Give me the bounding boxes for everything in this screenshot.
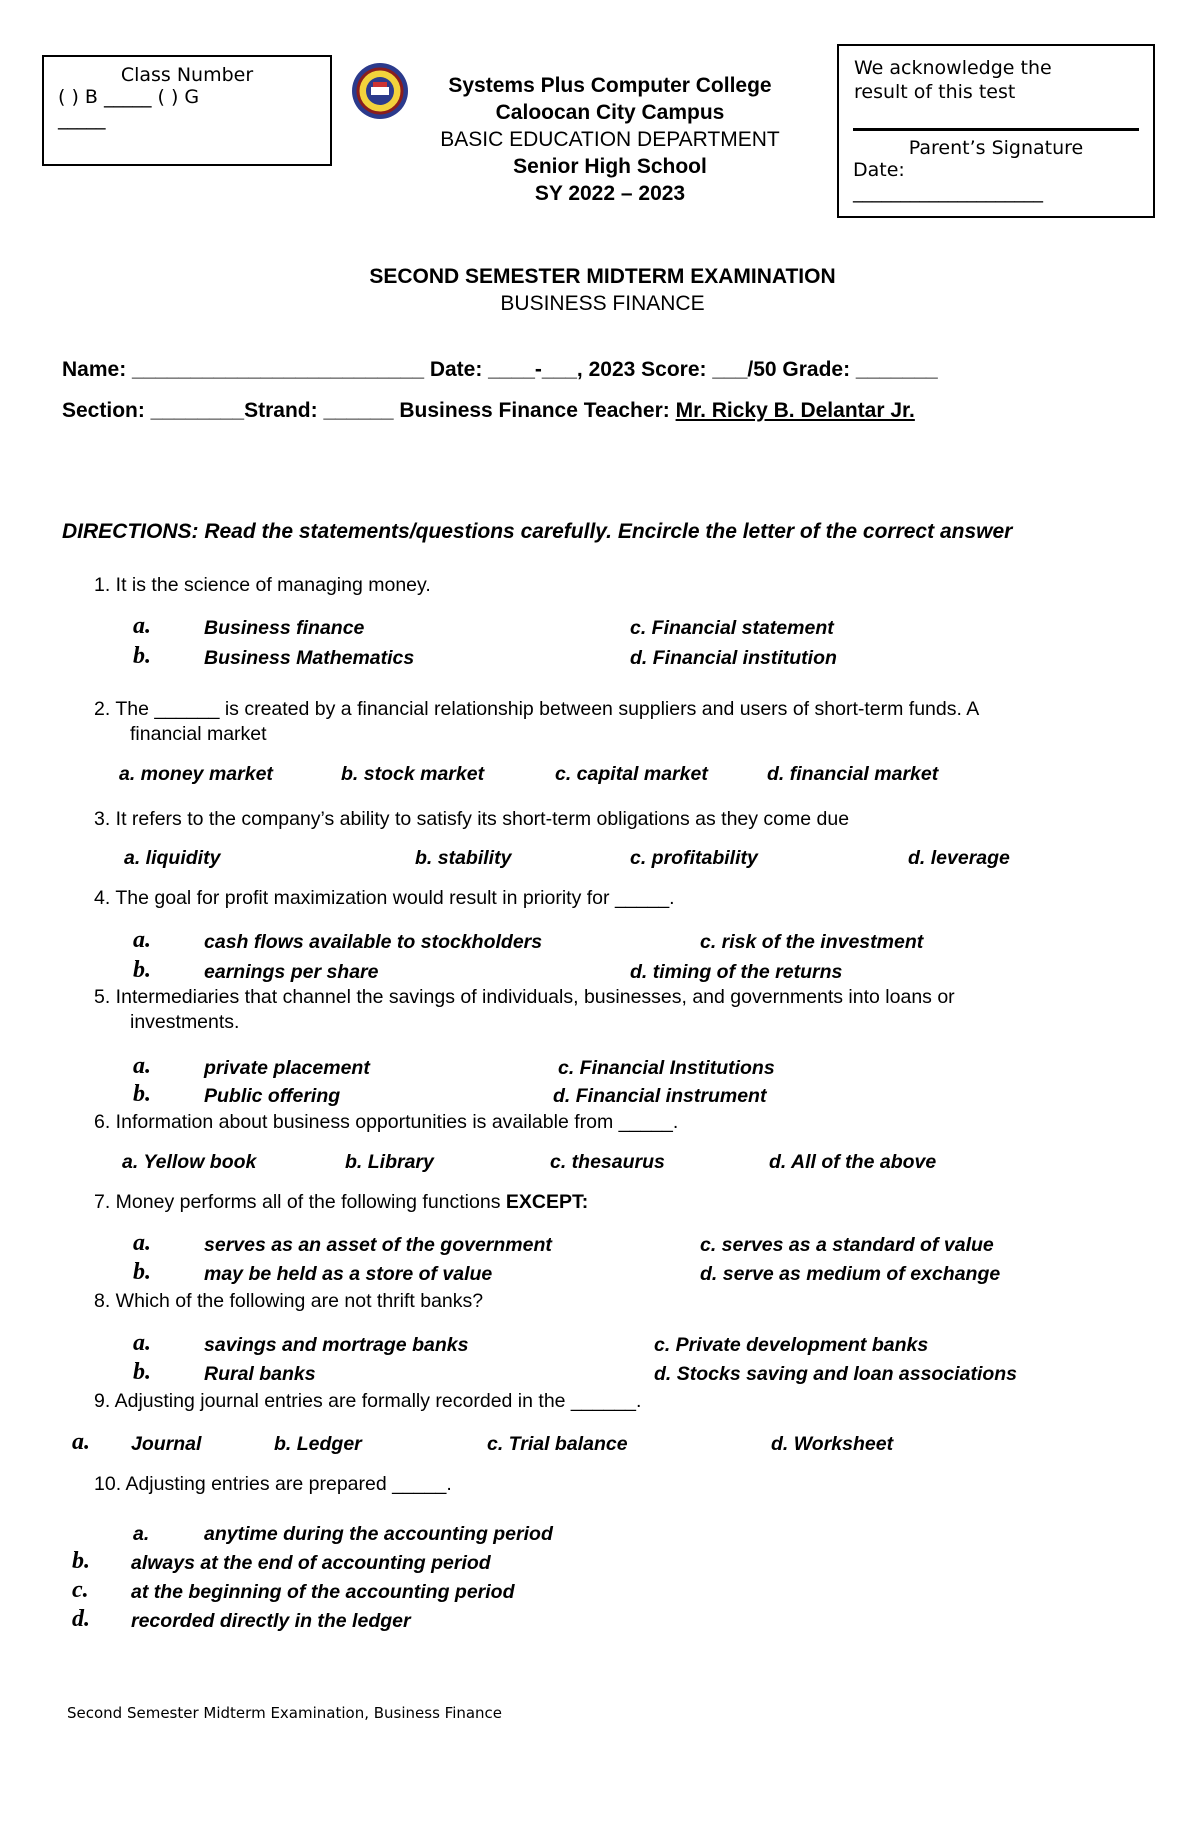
option-text: c. Financial statement: [630, 617, 834, 639]
option-text: a. liquidity: [124, 847, 221, 869]
option-text: Public offering: [204, 1085, 341, 1107]
option-text: Business finance: [204, 617, 365, 639]
teacher-name: Mr. Ricky B. Delantar Jr.: [675, 399, 915, 422]
option-text: d. leverage: [908, 847, 1010, 869]
signature-line: [853, 128, 1139, 131]
option-text: Business Mathematics: [204, 647, 415, 669]
class-number-line: ( ) B _____ ( ) G: [58, 86, 200, 108]
option-text: may be held as a store of value: [204, 1263, 493, 1285]
question-7: [94, 1189, 588, 1215]
option-letter: a.: [133, 613, 151, 639]
option-text: at the beginning of the accounting period: [131, 1581, 515, 1603]
name-date-score-row: Name: _________________________ Date: ____-___, 2023 Score: ___/50 Grade: _______: [62, 358, 938, 381]
option-text: c. thesaurus: [550, 1151, 665, 1173]
option-letter: a.: [133, 1230, 151, 1256]
question-9: 9. Adjusting journal entries are formally recorded in the ______.: [94, 1390, 642, 1412]
option-letter: b.: [133, 1359, 151, 1385]
option-text: c. risk of the investment: [700, 931, 924, 953]
page-footer: Second Semester Midterm Examination, Business Finance: [67, 1704, 503, 1722]
date-blank: ____________________: [853, 181, 1043, 203]
option-letter: c.: [72, 1577, 89, 1603]
class-number-box: [42, 55, 332, 166]
option-text: d. Stocks saving and loan associations: [654, 1363, 1018, 1385]
option-text: earnings per share: [204, 961, 379, 983]
option-text: b. Ledger: [274, 1433, 362, 1455]
option-text: b. stock market: [341, 763, 485, 785]
section-strand-label: Section: ________Strand: ______ Business Finance Teacher:: [62, 399, 676, 422]
class-number-line-2: _____: [58, 108, 106, 130]
question-10: 10. Adjusting entries are prepared _____.: [94, 1473, 452, 1495]
option-text: anytime during the accounting period: [204, 1523, 553, 1545]
department-name: BASIC EDUCATION DEPARTMENT: [440, 128, 780, 151]
option-text: private placement: [204, 1057, 370, 1079]
date-label: Date:: [853, 159, 905, 181]
option-letter: a.: [72, 1429, 90, 1455]
option-text: always at the end of accounting period: [131, 1552, 491, 1574]
ack-line-1: We acknowledge the: [854, 57, 1052, 79]
option-text: b. stability: [415, 847, 512, 869]
option-text: c. capital market: [555, 763, 708, 785]
ack-line-2: result of this test: [854, 81, 1016, 103]
exam-title-block: [0, 263, 1200, 317]
question-7-except: EXCEPT:: [505, 1191, 589, 1213]
question-6: 6. Information about business opportunities is available from _____.: [94, 1111, 679, 1133]
college-name: Systems Plus Computer College: [448, 74, 772, 97]
question-5-cont: investments.: [130, 1011, 240, 1033]
option-text: d. Worksheet: [771, 1433, 894, 1455]
question-8: 8. Which of the following are not thrift banks?: [94, 1290, 484, 1312]
question-2: 2. The ______ is created by a financial relationship between suppliers and users of short-term funds. A: [94, 698, 980, 720]
class-number-title: Class Number: [120, 64, 254, 86]
option-text: c. Financial Institutions: [558, 1057, 775, 1079]
option-text: a. money market: [119, 763, 273, 785]
directions: DIRECTIONS: Read the statements/questions carefully. Encircle the letter of the correct answer: [62, 520, 1013, 543]
option-letter: d.: [72, 1606, 90, 1632]
option-text: d. Financial institution: [630, 647, 837, 669]
option-letter: a.: [133, 1053, 151, 1079]
exam-subject: BUSINESS FINANCE: [500, 292, 705, 315]
option-text: c. serves as a standard of value: [700, 1234, 994, 1256]
signature-label: Parent’s Signature: [908, 137, 1084, 159]
option-text: c. profitability: [630, 847, 758, 869]
question-4: 4. The goal for profit maximization would result in priority for _____.: [94, 887, 675, 909]
option-letter: a.: [133, 1330, 151, 1356]
option-text: cash flows available to stockholders: [204, 931, 543, 953]
school-header: [330, 72, 890, 207]
campus-name: Caloocan City Campus: [495, 101, 725, 124]
option-letter: b.: [133, 1081, 151, 1107]
option-letter: b.: [72, 1548, 90, 1574]
option-text: d. timing of the returns: [630, 961, 843, 983]
ack-text: [854, 56, 1153, 104]
option-text: Journal: [131, 1433, 202, 1455]
question-3: 3. It refers to the company’s ability to satisfy its short-term obligations as they come due: [94, 808, 850, 830]
option-text: c. Trial balance: [487, 1433, 628, 1455]
level-name: Senior High School: [513, 155, 707, 178]
option-text: b. Library: [345, 1151, 434, 1173]
option-letter: a.: [133, 1523, 150, 1545]
exam-title: SECOND SEMESTER MIDTERM EXAMINATION: [369, 265, 836, 288]
option-letter: b.: [133, 643, 151, 669]
option-text: recorded directly in the ledger: [131, 1610, 411, 1632]
option-text: savings and mortrage banks: [204, 1334, 469, 1356]
question-1: 1. It is the science of managing money.: [94, 574, 431, 596]
option-text: a. Yellow book: [122, 1151, 257, 1173]
option-text: d. financial market: [767, 763, 939, 785]
question-2-cont: financial market: [130, 723, 267, 745]
parent-acknowledgement-box: [837, 44, 1155, 218]
school-year: SY 2022 – 2023: [534, 182, 686, 205]
option-text: d. All of the above: [769, 1151, 937, 1173]
option-text: c. Private development banks: [654, 1334, 929, 1356]
option-letter: b.: [133, 1259, 151, 1285]
option-letter: a.: [133, 927, 151, 953]
option-text: serves as an asset of the government: [204, 1234, 552, 1256]
question-7-text: 7. Money performs all of the following functions: [94, 1191, 506, 1213]
option-text: d. Financial instrument: [553, 1085, 767, 1107]
question-5: 5. Intermediaries that channel the savings of individuals, businesses, and governments into loans or: [94, 986, 955, 1008]
option-letter: b.: [133, 957, 151, 983]
option-text: d. serve as medium of exchange: [700, 1263, 1001, 1285]
option-text: Rural banks: [204, 1363, 316, 1385]
section-teacher-row: [62, 399, 915, 423]
